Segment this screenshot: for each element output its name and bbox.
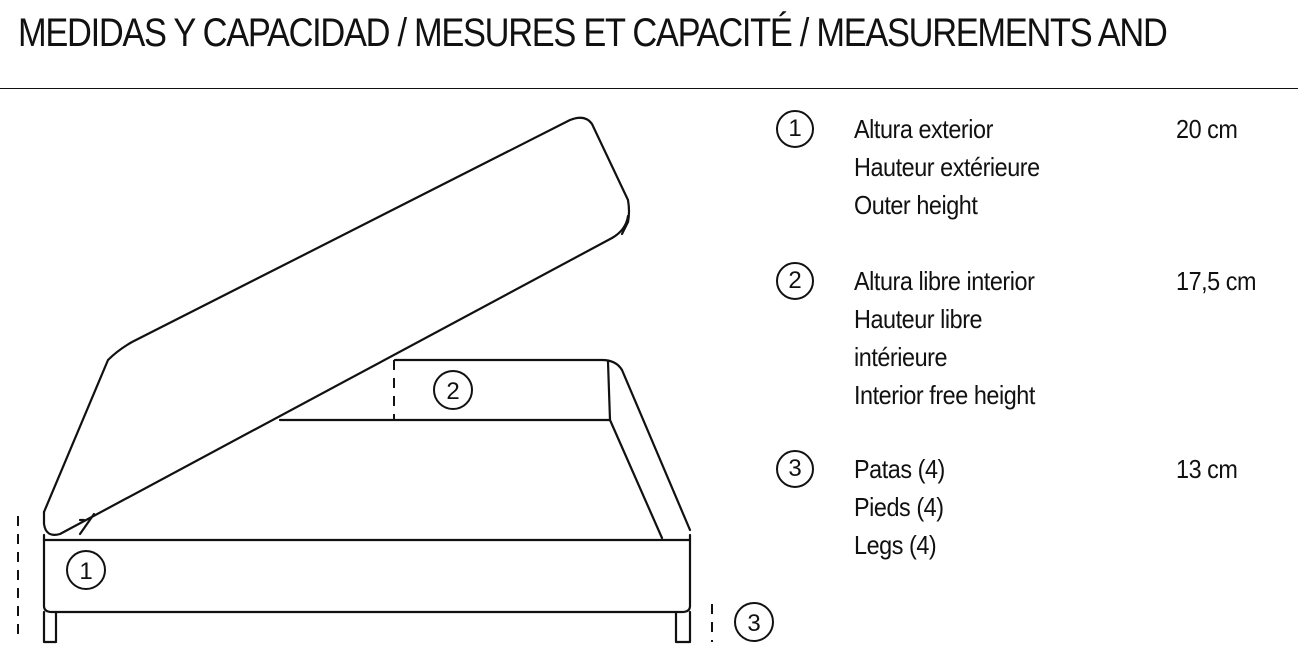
bed-base-diagram <box>0 90 800 665</box>
page-title: MEDIDAS Y CAPACIDAD / MESURES ET CAPACITÉ / MEASUREMENTS AND <box>18 11 1167 55</box>
spec-labels <box>854 450 945 564</box>
spec-number-badge: 2 <box>776 262 814 300</box>
spec-label-en: Interior free height <box>854 380 1035 410</box>
spec-label-en: Legs (4) <box>854 530 937 560</box>
spec-label-es: Altura exterior <box>854 114 993 144</box>
spec-label-es: Patas (4) <box>854 454 945 484</box>
diagram-marker-2-label: 2 <box>446 378 460 405</box>
diagram-marker-3-label: 3 <box>747 610 761 637</box>
spec-label-fr: Hauteur extérieure <box>854 152 1040 182</box>
spec-label-fr-1: Hauteur libre <box>854 304 983 334</box>
header-divider <box>0 88 1298 89</box>
spec-label-es: Altura libre interior <box>854 266 1035 296</box>
spec-value: 20 cm <box>1176 114 1238 144</box>
lid-outline <box>44 118 629 512</box>
spec-label-fr-2: intérieure <box>854 342 948 372</box>
diagram-marker-1-label: 1 <box>79 558 93 585</box>
leg-right <box>676 612 690 642</box>
spec-number-badge: 1 <box>776 110 814 148</box>
spec-number-badge: 3 <box>776 450 814 488</box>
spec-label-fr: Pieds (4) <box>854 492 944 522</box>
spec-value: 17,5 cm <box>1176 266 1257 296</box>
spec-labels <box>854 110 1040 224</box>
spec-label-en: Outer height <box>854 190 978 220</box>
spec-labels <box>854 262 1035 414</box>
leg-left <box>44 612 56 642</box>
base-front-outline <box>44 535 690 612</box>
spec-value: 13 cm <box>1176 454 1238 484</box>
